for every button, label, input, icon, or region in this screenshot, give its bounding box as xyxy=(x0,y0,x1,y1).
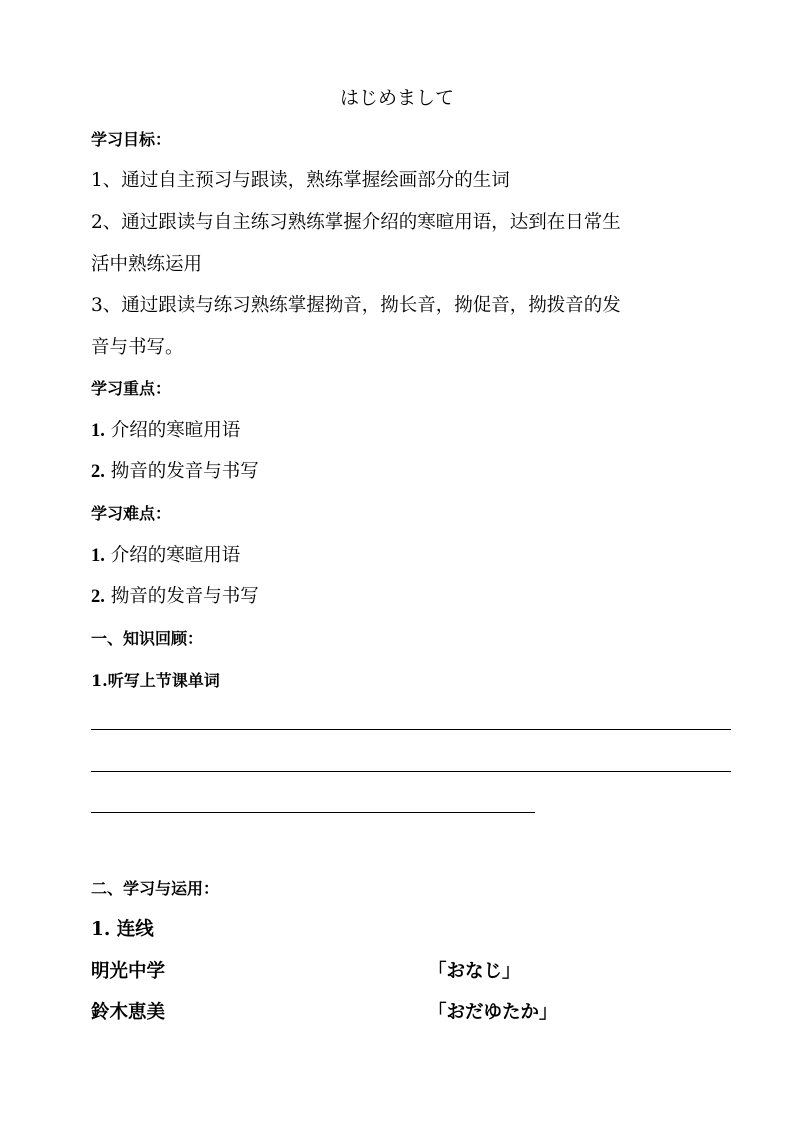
difficult-point-number-1: 1. xyxy=(91,546,105,566)
key-point-text-1: 介绍的寒暄用语 xyxy=(104,420,241,441)
difficult-point-text-2: 拗音的发音与书写 xyxy=(104,586,259,607)
key-points-heading: 学习重点： xyxy=(91,379,172,398)
review-heading: 一、知识回顾： xyxy=(91,629,204,648)
key-point-text-2: 拗音的发音与书写 xyxy=(104,461,259,482)
key-point-item-1 xyxy=(91,419,240,443)
difficult-point-item-1 xyxy=(91,544,240,568)
objective-item-2-line-2: 活中熟练运用 xyxy=(91,254,203,275)
objectives-heading: 学习目标： xyxy=(91,130,172,149)
key-point-item-2 xyxy=(91,460,259,484)
answer-line-3[interactable] xyxy=(91,812,535,813)
objective-item-3-line-1: 3、通过跟读与练习熟练掌握拗音，拗长音，拗促音，拗拨音的发 xyxy=(91,295,621,316)
match-right-item-1[interactable]: 「おなじ」 xyxy=(428,961,521,982)
answer-line-1[interactable] xyxy=(91,729,731,730)
matching-exercise-title: 1. 连线 xyxy=(91,919,154,940)
page-title: はじめまして xyxy=(339,87,454,109)
match-left-item-2[interactable]: 鈴木恵美 xyxy=(91,1002,166,1023)
difficult-point-text-1: 介绍的寒暄用语 xyxy=(104,545,241,566)
objective-item-3-line-2: 音与书写。 xyxy=(91,337,184,358)
key-point-number-2: 2. xyxy=(91,462,105,482)
objective-item-2-line-1: 2、通过跟读与自主练习熟练掌握介绍的寒暄用语，达到在日常生 xyxy=(91,212,621,233)
key-point-number-1: 1. xyxy=(91,421,105,441)
answer-line-2[interactable] xyxy=(91,771,731,772)
difficult-point-number-2: 2. xyxy=(91,587,105,607)
difficult-points-heading: 学习难点： xyxy=(91,504,172,523)
study-heading: 二、学习与运用： xyxy=(91,879,220,898)
match-right-item-2[interactable]: 「おだゆたか」 xyxy=(428,1002,558,1023)
objective-item-1: 1、通过自主预习与跟读，熟练掌握绘画部分的生词 xyxy=(91,170,510,191)
match-left-item-1[interactable]: 明光中学 xyxy=(91,961,166,982)
difficult-point-item-2 xyxy=(91,585,259,609)
review-dictation-prompt: 1.听写上节课单词 xyxy=(91,671,220,690)
